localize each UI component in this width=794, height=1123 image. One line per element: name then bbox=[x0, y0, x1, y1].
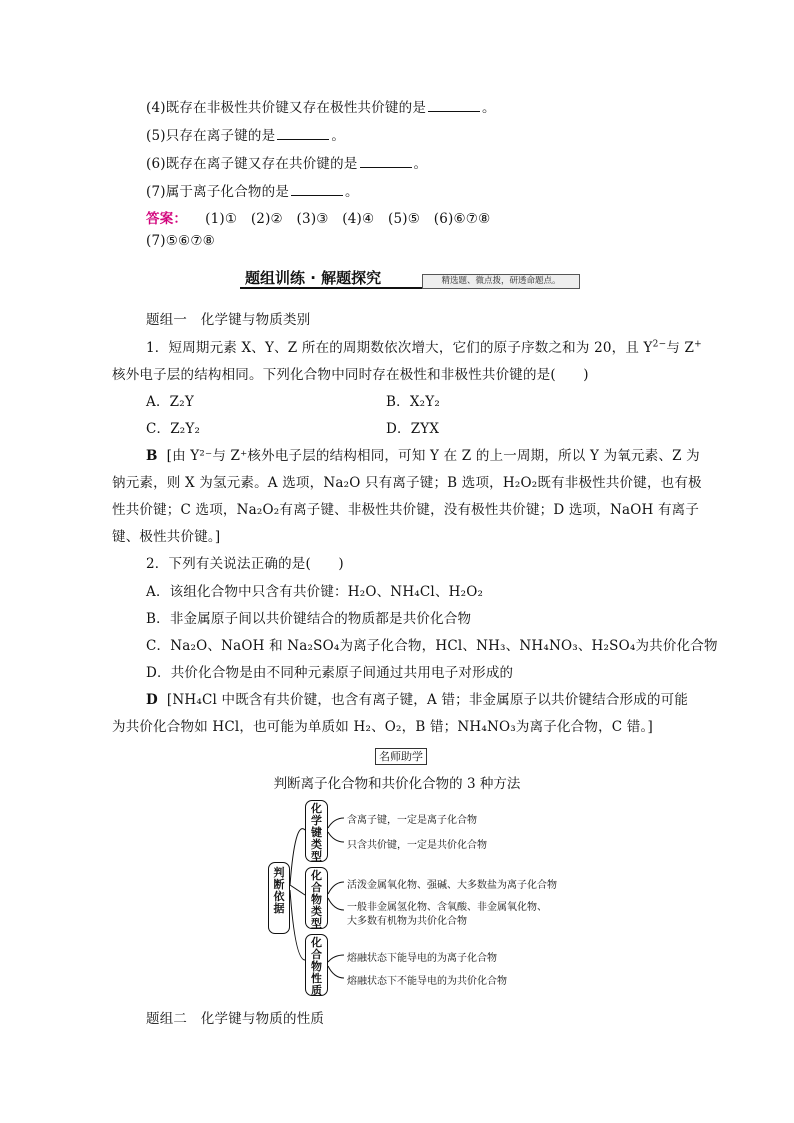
group1-title: 题组一 化学键与物质类别 bbox=[146, 312, 311, 328]
q2-option-c: C．Na₂O、NaOH 和 Na₂SO₄为离子化合物，HCl、NH₃、NH₄NO₃、H₂SO₄为共价化合物 bbox=[146, 638, 718, 654]
q2-option-d: D．共价化合物是由不同种元素原子间通过共用电子对形成的 bbox=[146, 665, 514, 681]
q1-explanation-line1: B [由 Y²⁻与 Z⁺核外电子层的结构相同，可知 Y 在 Z 的上一周期，所以 Y 为氧元素、Z 为 bbox=[146, 448, 700, 464]
q1-stem-line2: 核外电子层的结构相同。下列化合物中同时存在极性和非极性共价键的是( ) bbox=[112, 367, 589, 383]
banner-title: 题组训练 · 解题探究 bbox=[245, 269, 382, 287]
q1-explanation-line3: 性共价键；C 选项，Na₂O₂有离子键、非极性共价键，没有极性共价键；D 选项，NaOH 有离子 bbox=[112, 502, 700, 518]
mindmap-root: 判断依据 bbox=[268, 862, 290, 934]
question-4: (4)既存在非极性共价键又存在极性共价键的是 。 bbox=[146, 100, 496, 116]
answer-label: 答案： bbox=[146, 211, 188, 227]
q1-stem-line1: 1．短周期元素 X、Y、Z 所在的周期数依次增大，它们的原子序数之和为 20，且 $Y^{2-}$与 Z+ bbox=[146, 339, 702, 356]
question-7: (7)属于离子化合物的是 。 bbox=[146, 184, 359, 200]
answer-line-1: 答案： (1)① (2)② (3)③ (4)④ (5)⑤ (6)⑥⑦⑧ bbox=[146, 211, 491, 227]
q1-explanation-line2: 钠元素，则 X 为氢元素。A 选项，Na₂O 只有离子键；B 选项，H₂O₂既有非极性共价键，也有极 bbox=[112, 475, 702, 491]
q1-option-a: A．Z₂Y bbox=[146, 394, 194, 410]
mindmap-leaf-covalent-compounds-2: 大多数有机物为共价化合物 bbox=[347, 916, 467, 927]
mindmap-leaf-molten-conductive: 熔融状态下能导电的为离子化合物 bbox=[347, 953, 497, 964]
q1-explanation-line4: 键、极性共价键。] bbox=[112, 529, 221, 545]
q1-option-c: C．Z₂Y₂ bbox=[146, 421, 201, 437]
tip-badge: 名师助学 bbox=[375, 748, 427, 765]
q2-explanation-line1: D [NH₄Cl 中既含有共价键，也含有离子键，A 错；非金属原子以共价键结合形成的可能 bbox=[146, 692, 689, 708]
mindmap-leaf-ionic-bond: 含离子键，一定是离子化合物 bbox=[347, 815, 477, 826]
mindmap-branch-compound-type: 化合物类型 bbox=[305, 867, 328, 929]
q2-stem: 2．下列有关说法正确的是( ) bbox=[146, 556, 344, 572]
q2-option-a: A．该组化合物中只含有共价键：H₂O、NH₄Cl、H₂O₂ bbox=[146, 584, 484, 600]
question-6: (6)既存在离子键又存在共价键的是 。 bbox=[146, 156, 428, 172]
mindmap-leaf-covalent-bond: 只含共价键，一定是共价化合物 bbox=[347, 840, 487, 851]
mindmap-leaf-molten-nonconductive: 熔融状态下不能导电的为共价化合物 bbox=[347, 976, 507, 987]
group2-title: 题组二 化学键与物质的性质 bbox=[146, 1011, 325, 1027]
question-5: (5)只存在离子键的是 。 bbox=[146, 128, 346, 144]
mindmap-leaf-ionic-compounds: 活泼金属氧化物、强碱、大多数盐为离子化合物 bbox=[347, 880, 557, 891]
tip-title: 判断离子化合物和共价化合物的 3 种方法 bbox=[273, 776, 521, 792]
q2-option-b: B．非金属原子间以共价键结合的物质都是共价化合物 bbox=[146, 611, 472, 627]
mindmap-branch-compound-property: 化合物性质 bbox=[305, 934, 328, 996]
answer-line-2: (7)⑤⑥⑦⑧ bbox=[146, 233, 215, 249]
q1-option-b: B．X₂Y₂ bbox=[386, 394, 440, 410]
banner-tag: 精选题、微点拨，研透命题点。 bbox=[422, 274, 580, 289]
q1-answer-letter: B bbox=[146, 448, 158, 464]
mindmap-leaf-covalent-compounds-1: 一般非金属氢化物、含氧酸、非金属氧化物、 bbox=[347, 902, 547, 913]
q2-explanation-line2: 为共价化合物如 HCl，也可能为单质如 H₂、O₂，B 错；NH₄NO₃为离子化合物，C 错。] bbox=[112, 719, 653, 735]
q1-option-d: D．ZYX bbox=[386, 421, 440, 437]
q2-answer-letter: D bbox=[146, 692, 158, 708]
mindmap-branch-bond-type: 化学键类型 bbox=[305, 800, 328, 862]
